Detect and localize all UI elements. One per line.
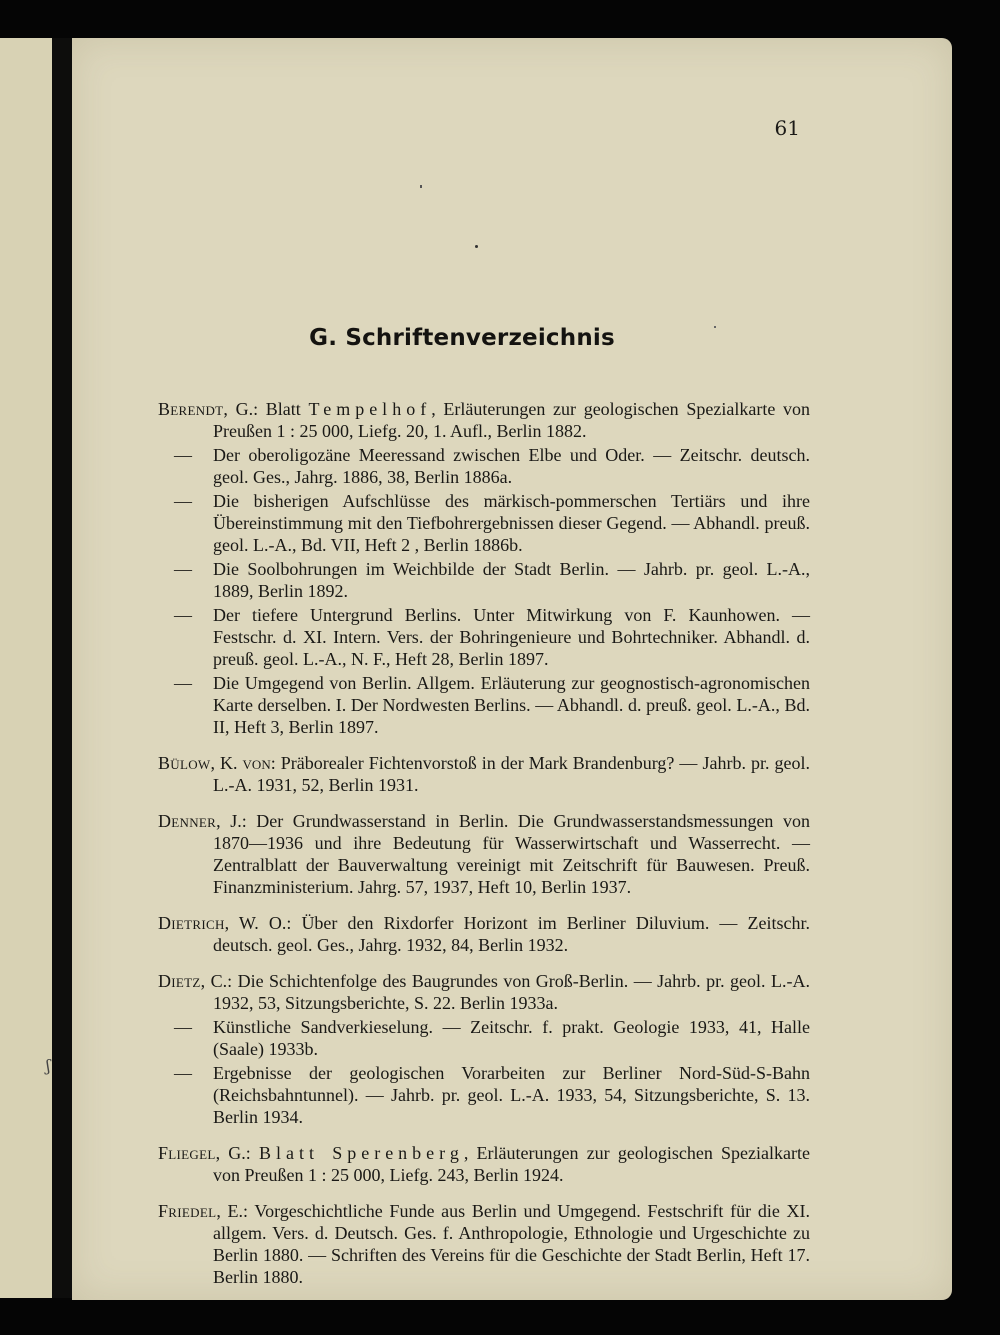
entry-text: , Erläuterungen zur geologischen Spezialkarte von Preußen 1 : 25 000, Liefg. 243, Berlin 1924.	[213, 1143, 811, 1185]
sub-entry-text: Künstliche Sandverkieselung. — Zeitschr. f. prakt. Geologie 1933, 41, Halle (Saale) 1933b.	[213, 1017, 810, 1059]
author-name: Denner	[158, 811, 217, 831]
author-initials: , K.	[210, 753, 243, 773]
bibliography-list	[158, 398, 810, 1302]
margin-mark: ʃ	[46, 1056, 51, 1075]
map-sheet-name: Tempelhof	[308, 399, 432, 419]
bibliography-entry	[158, 752, 810, 796]
sub-entry: — Die bisherigen Aufschlüsse des märkisch-pommerschen Tertiärs und ihre Übereinstimmung mit den Tiefbohrergebnissen dieser Gegend. — Abhandl. preuß. geol. L.-A., Bd. VII, Heft 2 , Berlin 1886b.	[174, 491, 810, 555]
entry-text: , Erläuterungen zur geologischen Spezialkarte von Preußen 1 : 25 000, Liefg. 20, 1. Aufl., Berlin 1882.	[213, 399, 810, 441]
map-sheet-name: Blatt Sperenberg	[259, 1143, 464, 1163]
page-number: 61	[774, 116, 800, 140]
entry-main	[158, 912, 810, 956]
entry-main	[158, 1200, 810, 1288]
author-name: Fliegel	[158, 1143, 216, 1163]
paper-speck	[475, 245, 478, 248]
sub-entry-text: Die bisherigen Aufschlüsse des märkisch-pommerschen Tertiärs und ihre Übereinstimmung mit den Tiefbohrergebnissen dieser Gegend. — Abhandl. preuß. geol. L.-A., Bd. VII, Heft 2 , Berlin 1886b.	[213, 491, 810, 555]
author-initials: , G.: Blatt	[223, 399, 309, 419]
author-initials: , E.:	[216, 1201, 255, 1221]
sub-entry: — Der tiefere Untergrund Berlins. Unter Mitwirkung von F. Kaunhowen. — Festschr. d. XI. Intern. Vers. der Bohringenieure und Bohrtechniker. Abhandl. d. preuß. geol. L.-A., N. F., Heft 28, Berlin 1897.	[174, 605, 810, 669]
sub-entry: — Die Soolbohrungen im Weichbilde der Stadt Berlin. — Jahrb. pr. geol. L.-A., 1889, Berlin 1892.	[174, 559, 810, 601]
author-initials: , C.:	[200, 971, 238, 991]
entry-main	[158, 970, 810, 1014]
entry-main	[158, 1142, 810, 1186]
book-gutter	[52, 38, 72, 1298]
author-initials: , W. O.:	[224, 913, 302, 933]
bibliography-entry	[158, 912, 810, 956]
author-name: Friedel	[158, 1201, 217, 1221]
entry-main	[158, 752, 810, 796]
author-particle: von	[242, 753, 271, 773]
entry-text: Die Schichtenfolge des Baugrundes von Groß-Berlin. — Jahrb. pr. geol. L.-A. 1932, 53, Sitzungsberichte, S. 22. Berlin 1933a.	[213, 971, 810, 1013]
author-initials: , G.:	[215, 1143, 259, 1163]
author-name: Berendt	[158, 399, 224, 419]
sub-entry-text: Der oberoligozäne Meeressand zwischen Elbe und Oder. — Zeitschr. deutsch. geol. Ges., Jahrg. 1886, 38, Berlin 1886a.	[213, 445, 810, 487]
entry-text: Vorgeschichtliche Funde aus Berlin und Umgegend. Festschrift für die XI. allgem. Vers. d. Deutsch. Ges. f. Anthropologie, Ethnologie und Urgeschichte zu Berlin 1880. — Schriften des Vereins für die Geschichte der Stadt Berlin, Heft 17. Berlin 1880.	[213, 1201, 811, 1287]
bibliography-entry	[158, 398, 810, 738]
bibliography-entry	[158, 1200, 810, 1288]
sub-entry: — Die Umgegend von Berlin. Allgem. Erläuterung zur geognostisch-agronomischen Karte derselben. I. Der Nordwesten Berlins. — Abhandl. d. preuß. geol. L.-A., Bd. II, Heft 3, Berlin 1897.	[174, 673, 810, 737]
sub-entry: — Ergebnisse der geologischen Vorarbeiten zur Berliner Nord-Süd-S-Bahn (Reichsbahntunnel). — Jahrb. pr. geol. L.-A. 1933, 54, Sitzungsberichte, S. 13. Berlin 1934.	[174, 1063, 810, 1127]
bibliography-entry	[158, 1142, 810, 1186]
sub-entry-text: Der tiefere Untergrund Berlins. Unter Mitwirkung von F. Kaunhowen. — Festschr. d. XI. Intern. Vers. der Bohringenieure und Bohrtechniker. Abhandl. d. preuß. geol. L.-A., N. F., Heft 28, Berlin 1897.	[213, 605, 810, 669]
sub-entry: — Künstliche Sandverkieselung. — Zeitschr. f. prakt. Geologie 1933, 41, Halle (Saale) 1933b.	[174, 1017, 810, 1059]
entry-text: Über den Rixdorfer Horizont im Berliner Diluvium. — Zeitschr. deutsch. geol. Ges., Jahrg. 1932, 84, Berlin 1932.	[213, 913, 810, 955]
sub-entry-text: Die Soolbohrungen im Weichbilde der Stadt Berlin. — Jahrb. pr. geol. L.-A., 1889, Berlin 1892.	[213, 559, 810, 601]
author-initials: , J.:	[216, 811, 257, 831]
sub-entry-text: Die Umgegend von Berlin. Allgem. Erläuterung zur geognostisch-agronomischen Karte derselben. I. Der Nordwesten Berlins. — Abhandl. d. preuß. geol. L.-A., Bd. II, Heft 3, Berlin 1897.	[213, 673, 810, 737]
paper-speck	[420, 185, 422, 188]
sub-entry-text: Ergebnisse der geologischen Vorarbeiten zur Berliner Nord-Süd-S-Bahn (Reichsbahntunnel). — Jahrb. pr. geol. L.-A. 1933, 54, Sitzungsberichte, S. 13. Berlin 1934.	[213, 1063, 810, 1127]
author-name: Dietz	[158, 971, 201, 991]
bibliography-entry	[158, 970, 810, 1128]
entry-text: Der Grundwasserstand in Berlin. Die Grundwasserstandsmessungen von 1870—1936 und ihre Bedeutung für Wasserwirtschaft und Wasserrecht. — Zentralblatt der Bauverwaltung vereinigt mit Zeitschrift für Bauwesen. Preuß. Finanzministerium. Jahrg. 57, 1937, Heft 10, Berlin 1937.	[213, 811, 810, 897]
section-title: G. Schriftenverzeichnis	[309, 325, 615, 351]
entry-text: : Präborealer Fichtenvorstoß in der Mark Brandenburg? — Jahrb. pr. geol. L.-A. 1931, 52, Berlin 1931.	[213, 753, 810, 795]
entry-main	[158, 810, 810, 898]
author-name: Dietrich	[158, 913, 225, 933]
author-name: Bülow	[158, 753, 211, 773]
bibliography-entry	[158, 810, 810, 898]
previous-page-edge	[0, 38, 52, 1298]
book-page	[46, 38, 952, 1300]
entry-main	[158, 398, 810, 442]
sub-entry: — Der oberoligozäne Meeressand zwischen Elbe und Oder. — Zeitschr. deutsch. geol. Ges., Jahrg. 1886, 38, Berlin 1886a.	[174, 445, 810, 487]
